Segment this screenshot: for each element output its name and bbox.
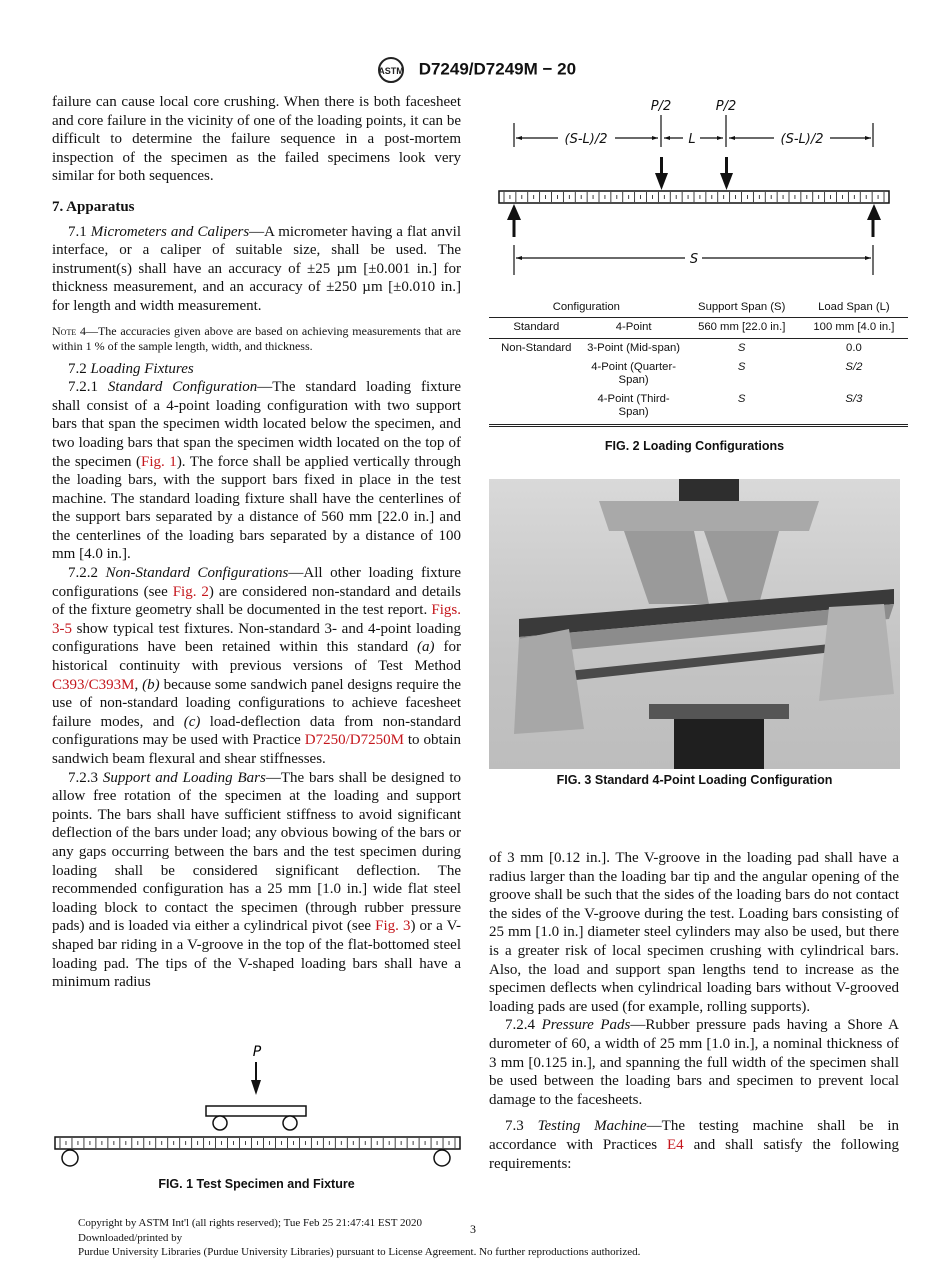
load-label: P [252, 1044, 262, 1060]
table-header: Support Span (S) [684, 299, 800, 318]
table-cell: Non-Standard [501, 342, 572, 354]
paragraph [489, 1117, 899, 1173]
table-cell [489, 358, 584, 390]
text: of 3 mm [0.12 in.]. The V-groove in the loading pad shall have a radius larger than the loading bar tip and the angular opening of the groove shall be such that the sides of the loading bars do not contact the sides of the V-groove during the test. Loading bars consisting of 25 mm [1.0 in.] diameter steel cylinders may also be used, but there is a greater risk of local specimen crushing with cylindrical bars. Also, the load and support span lengths tend to increase as the specimen deflects when cylindrical loading bars without V-grooved loading pads are used (for example, rolling supports). [489, 850, 899, 1015]
fig1-caption: FIG. 1 Test Specimen and Fixture [158, 1177, 355, 1191]
dimension-label: S [689, 252, 699, 267]
text: ) are considered non-standard and details of the fixture geometry shall be documented in the test report. [52, 583, 461, 619]
text: —The standard loading fixture shall consist of a 4-point loading configuration with two support bars that span the specimen width located below the specimen, and two loading bars that span the specimen width located on the top of the specimen ( [52, 379, 461, 470]
reference-link[interactable]: D7250/D7250M [304, 732, 404, 749]
table-cell: S [737, 361, 746, 373]
text: —The bars shall be designed to allow free rotation of the specimen at the loading and support points. The bars shall have sufficient stiffness to avoid significant deflection of the bars under load; any obvious bowing of the bars or any gaps occurring between the bars and the test specimen during loading shall be considered significant deflection. The recommended configuration has a 25 mm [1.0 in.] wide flat steel loading block to contact the specimen (through rubber pressure pads) and is loaded via either a cylindrical pivot (see [52, 769, 461, 935]
reference-link[interactable]: Fig. 1 [141, 453, 177, 470]
paragraph [489, 1016, 899, 1109]
text: —The accuracies given above are based on achieving measurements that are within 1 % of the sample length, width, and thickness. [52, 323, 462, 353]
dimension-label: (S-L)/2 [564, 132, 608, 147]
text: failure can cause local core crushing. When there is both facesheet and core failure in the vicinity of one of the loading points, it can be difficult to determine the failure sequence in a post-mortem inspection of the specimen as the failed specimens look very similar for both sequences. [52, 94, 461, 185]
table-cell [489, 390, 584, 422]
paragraph [52, 378, 461, 564]
fig3-caption: FIG. 3 Standard 4-Point Loading Configuration [556, 773, 833, 787]
italic-text: (b) [142, 676, 160, 693]
table-cell: Standard [489, 318, 584, 339]
fig2-loading-diagram [490, 85, 910, 285]
load-label: P/2 [715, 99, 737, 114]
document-designation: D7249/D7249M − 20 [418, 59, 577, 79]
italic-text: Loading Fixtures [90, 360, 194, 377]
text: show typical test fixtures. Non-standard 3- and 4-point loading configurations have been retained within this standard [52, 620, 461, 656]
svg-text:ASTM: ASTM [378, 66, 404, 76]
italic-text: Standard Configuration [107, 379, 258, 396]
italic-text: Micrometers and Calipers [90, 223, 250, 240]
text: 7.2.4 [505, 1017, 542, 1034]
text: , [134, 676, 143, 693]
table-row [489, 318, 908, 339]
reference-link[interactable]: C393/C393M [52, 676, 135, 693]
text: for historical continuity with previous versions of Test Method [52, 639, 461, 675]
italic-text: (a) [417, 639, 435, 656]
paragraph [489, 849, 899, 1016]
note [52, 324, 461, 354]
text: ) or a V-shaped bar riding in a V-groove in the top of the flat-bottomed steel loading pad. The tips of the V-shaped loading bars shall have a minimum radius [52, 918, 462, 991]
table-cell: 3-Point (Mid-span) [587, 342, 681, 354]
right-column [489, 849, 899, 1173]
fig1-specimen-diagram [50, 1040, 465, 1175]
text: 7. Apparatus [52, 198, 135, 215]
reference-link[interactable]: Figs. 3-5 [52, 602, 461, 637]
reference-link[interactable]: Fig. 3 [375, 918, 411, 935]
footer-line: Copyright by ASTM Int'l (all rights reserved); Tue Feb 25 21:47:41 EST 2020 [78, 1217, 422, 1229]
table-header: Configuration [489, 299, 684, 318]
italic-text: Support and Loading Bars [102, 769, 266, 786]
table-row [489, 390, 908, 422]
table-cell: 4-Point [584, 318, 684, 339]
dimension-label: L [688, 132, 696, 147]
text: because some sandwich panel designs require the use of non-standard loading configurations to achieve facesheet failure modes, and [52, 676, 461, 730]
text: 7.3 [505, 1118, 538, 1135]
text: 7.2.3 [68, 769, 103, 786]
table-cell: S/3 [845, 393, 863, 405]
text: and shall satisfy the following requirements: [489, 1136, 900, 1172]
fig3-photo [489, 479, 900, 769]
left-column [52, 93, 461, 992]
table-header: Load Span (L) [800, 299, 908, 318]
text: —A micrometer having a flat anvil interface, or a caliper of suitable size, shall be used. The instrument(s) shall have an accuracy of ±25 µm [±0.001 in.] for thickness measurement, and an accuracy of ±250 µm [±0.010 in.] for length and width measurement. [52, 223, 461, 314]
italic-text: Testing Machine [537, 1118, 647, 1135]
table-cell: 0.0 [846, 342, 862, 354]
paragraph [52, 769, 461, 992]
table-cell: 4-Point (Third-Span) [597, 393, 670, 418]
text: ). The force shall be applied vertically through the loading bars, with the support bars fixed in place in the test machine. The standard loading fixture shall have the centerlines of the support bars separated by a distance of 560 mm [22.0 in.] and the centerlines of the loading bars separated by a distance of 100 mm [4.0 in.]. [52, 453, 462, 563]
fig2-caption: FIG. 2 Loading Configurations [604, 439, 785, 453]
copyright-footer [78, 1216, 640, 1260]
table-cell: 560 mm [22.0 in.] [684, 318, 800, 339]
text: 7.2.2 [68, 565, 106, 582]
italic-text: (c) [183, 713, 201, 730]
loading-configurations-table [489, 299, 908, 422]
text: —All other loading fixture configurations (see [52, 565, 461, 600]
dimension-label: (S-L)/2 [780, 132, 824, 147]
page-number: 3 [470, 1222, 476, 1236]
text: load-deflection data from non-standard configurations may be used with Practice [52, 713, 461, 749]
table-cell: S/2 [845, 361, 863, 373]
text: to obtain sandwich beam flexural and shear stiffnesses. [52, 732, 461, 767]
astm-logo-icon [374, 56, 408, 84]
text: Note 4 [52, 323, 86, 338]
page-header [0, 56, 950, 84]
text: —Rubber pressure pads having a Shore A durometer of 60, a width of 25 mm [1.0 in.], a nominal thickness of 3 mm [0.125 in.], and spanning the full width of the specimen shall be used between the loading bars and specimen to prevent local damage to the facesheets. [489, 1017, 899, 1108]
footer-line: Downloaded/printed by [78, 1231, 183, 1244]
reference-link[interactable]: Fig. 2 [172, 583, 209, 600]
text: 7.1 [68, 223, 91, 240]
paragraph [52, 360, 461, 379]
italic-text: Pressure Pads [541, 1017, 631, 1034]
table-cell: 4-Point (Quarter-Span) [591, 361, 676, 386]
table-row [489, 339, 908, 359]
table-cell: S [737, 342, 746, 354]
italic-text: Non-Standard Configurations [105, 565, 289, 582]
table-cell: S [737, 393, 746, 405]
table-rule [489, 424, 908, 427]
section-heading [52, 198, 461, 217]
load-label: P/2 [650, 99, 672, 114]
paragraph [52, 223, 461, 316]
text: 7.2.1 [68, 379, 108, 396]
reference-link[interactable]: E4 [666, 1136, 684, 1153]
table-row [489, 358, 908, 390]
paragraph [52, 93, 461, 186]
text: 7.2 [68, 360, 91, 377]
table-cell: 100 mm [4.0 in.] [800, 318, 908, 339]
footer-line: Purdue University Libraries (Purdue University Libraries) pursuant to License Agreement. No further reproductions authorized. [78, 1246, 641, 1258]
paragraph [52, 564, 461, 769]
text: —The testing machine shall be in accordance with Practices [489, 1118, 899, 1153]
